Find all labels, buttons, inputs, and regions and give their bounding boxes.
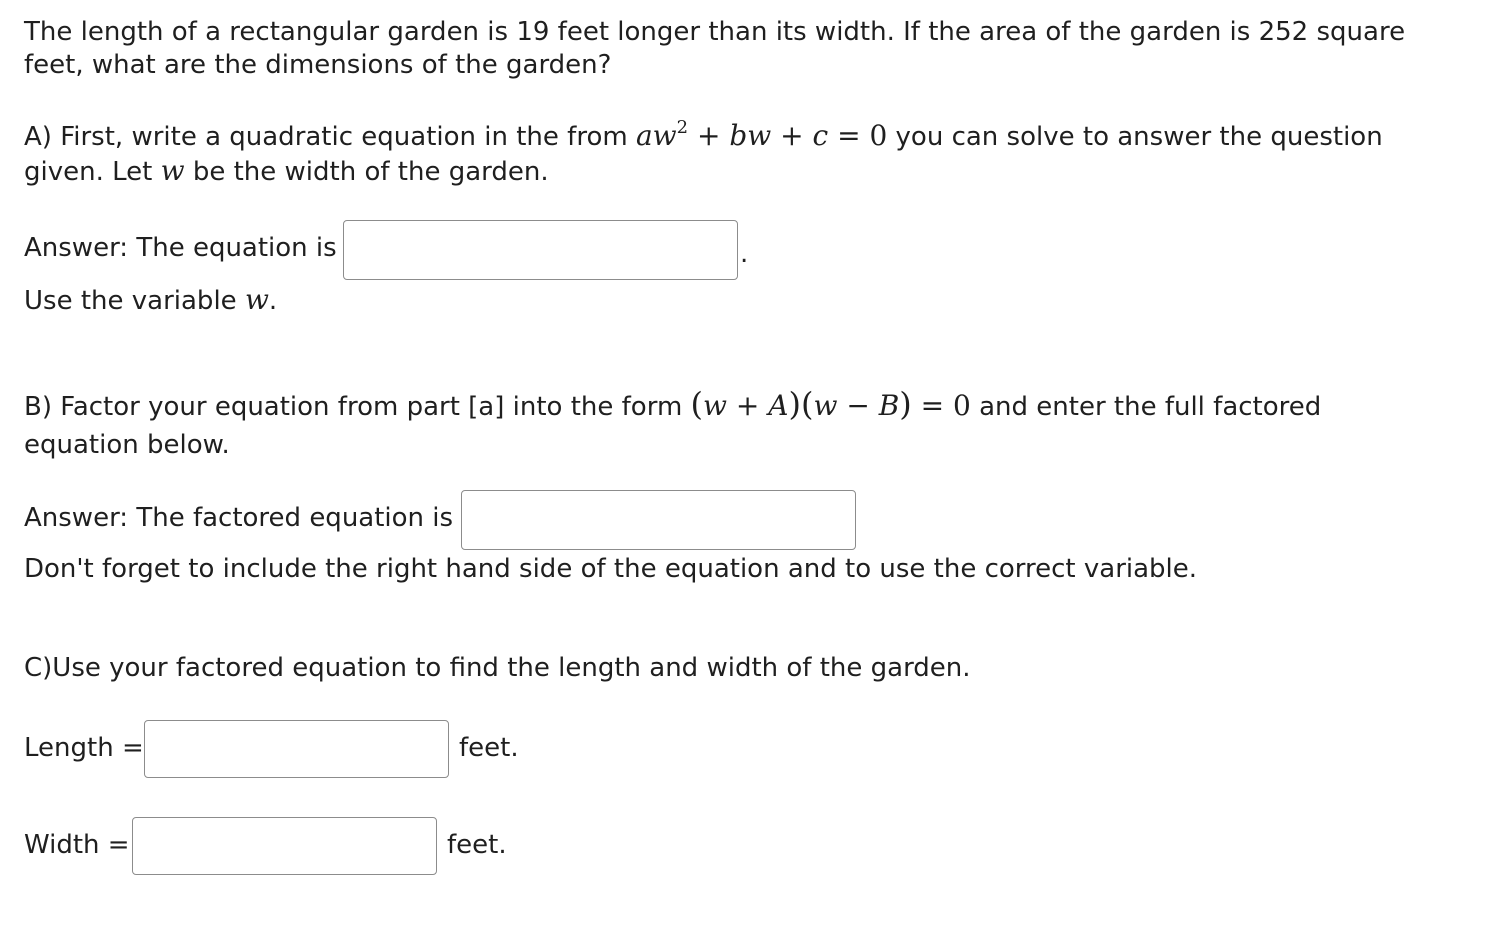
part-c-prompt: C)Use your factored equation to find the length and width of the garden.	[24, 653, 971, 683]
problem-statement	[24, 16, 1442, 82]
width-unit: feet.	[447, 830, 507, 860]
width-input[interactable]	[132, 817, 437, 875]
factored-equation-input[interactable]	[461, 490, 856, 550]
equation-period: .	[740, 239, 749, 269]
problem-text: The length of a rectangular garden is 19 feet longer than its width. If the area of the garden is 252 square feet, what are the dimensions of the garden?	[24, 17, 1406, 80]
part-b-intro: B) Factor your equation from part [a] into the form	[24, 392, 691, 422]
part-a-hint: Use the variable w.	[24, 283, 278, 316]
part-b-hint: Don't forget to include the right hand side of the equation and to use the correct variable.	[24, 554, 1198, 584]
part-a-prompt	[24, 119, 1442, 189]
part-a-outro2: be the width of the garden.	[184, 157, 549, 187]
part-a-outro: you can solve to answer the question given. Let	[24, 122, 1383, 187]
factored-form-math: (w + A)(w − B) = 0	[690, 385, 971, 423]
part-a-answer-label: Answer: The equation is	[24, 233, 337, 263]
part-b-answer-label: Answer: The factored equation is	[24, 503, 454, 533]
equation-input[interactable]	[343, 220, 738, 280]
length-label: Length =	[24, 733, 144, 763]
quadratic-form-math: $aw^2$ + bw + c = 0	[635, 117, 888, 152]
part-a-intro: A) First, write a quadratic equation in the from	[24, 122, 628, 152]
part-b-prompt	[24, 385, 1442, 464]
part-b-outro: and enter the full factored equation below.	[24, 392, 1322, 460]
length-input[interactable]	[144, 720, 449, 778]
width-variable-math: w	[160, 154, 185, 187]
length-unit: feet.	[459, 733, 519, 763]
width-label: Width =	[24, 830, 130, 860]
